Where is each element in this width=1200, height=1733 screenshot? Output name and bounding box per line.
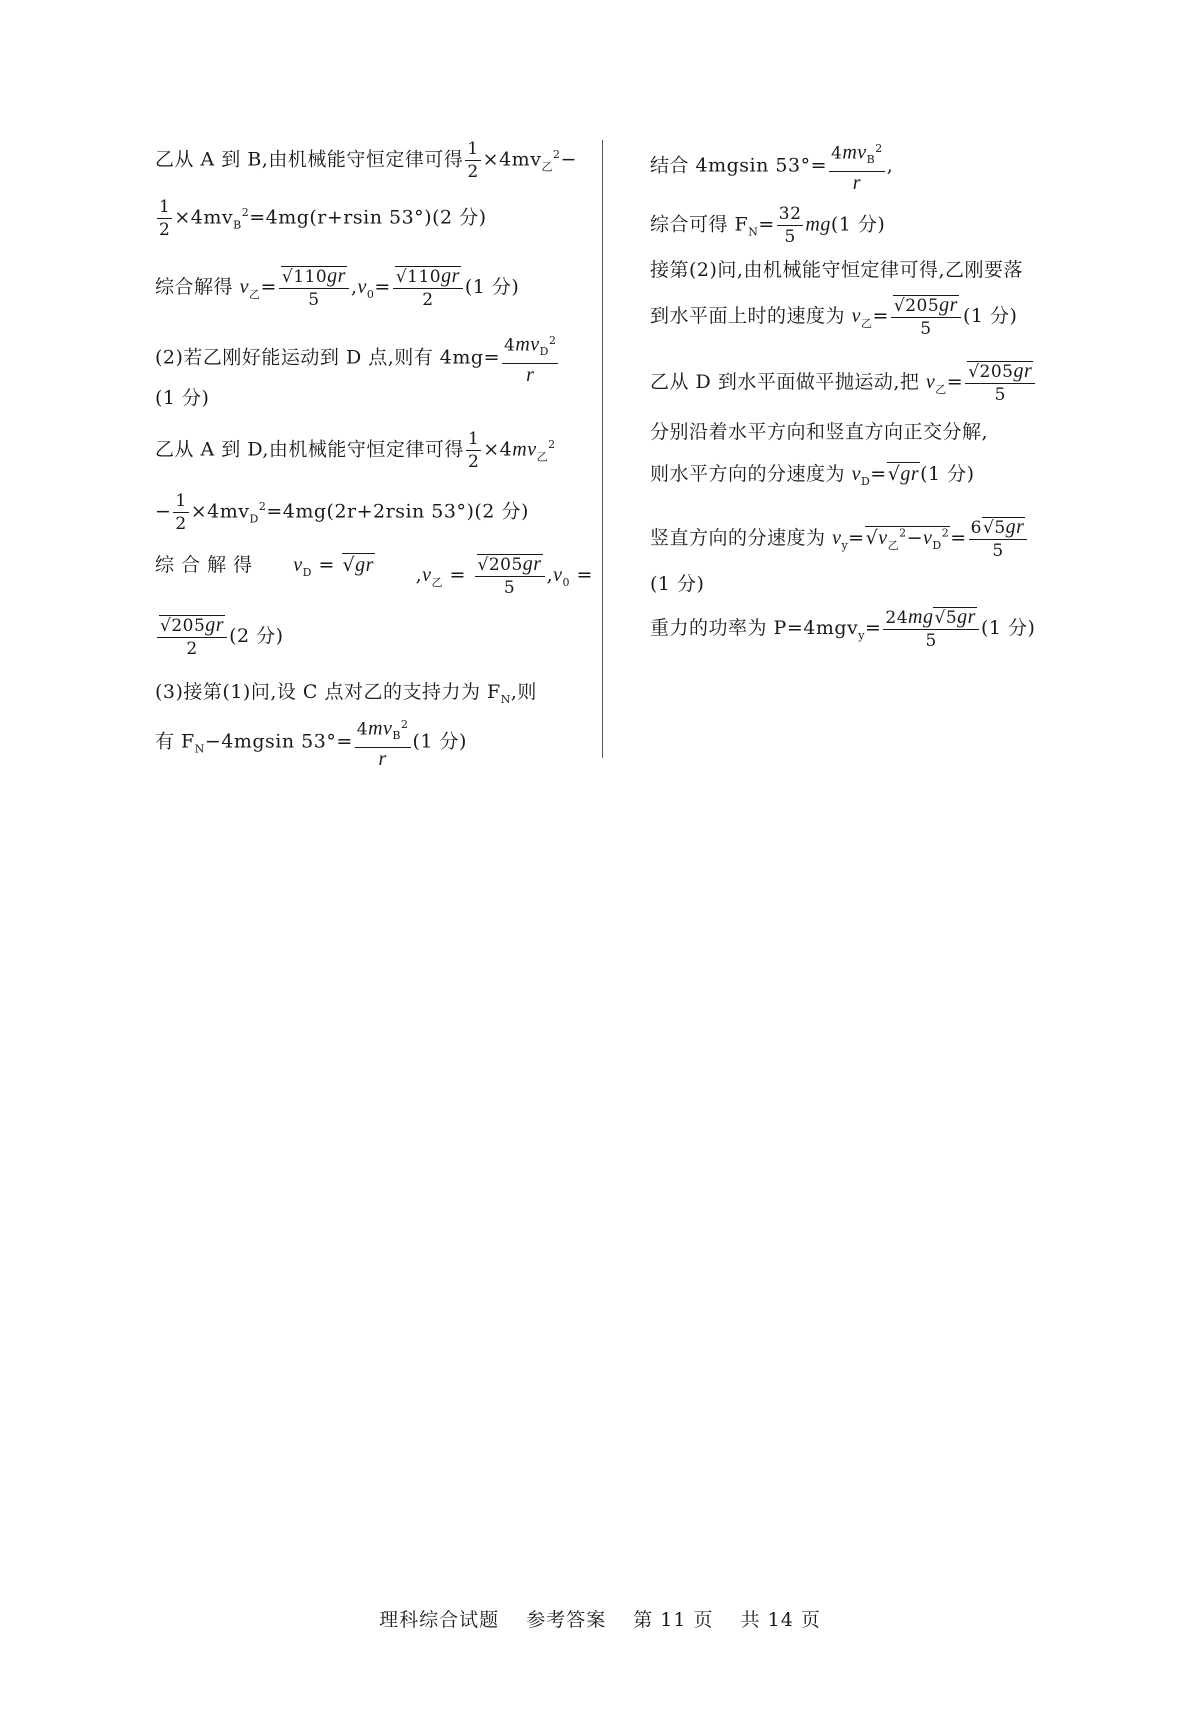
line-right-1: 结合 4mgsin 53°= $\frac{4mv_B^2}{r}$ , (650, 138, 893, 195)
line-left-9: $\frac{√205gr}{2}$ (2 分) (155, 614, 284, 660)
line-right-6: 分别沿着水平方向和竖直方向正交分解, (650, 421, 989, 443)
line-right-3: 接第(2)问,由机械能守恒定律可得,乙刚要落 (650, 259, 1023, 281)
footer-subject: 理科综合试题 (379, 1609, 500, 1631)
line-right-7: 则水平方向的分速度为 $v_D=√gr(1$ 分) (650, 463, 975, 488)
line-right-9: (1 分) (650, 573, 705, 595)
line-left-1: 乙从 A 到 B,由机械能守恒定律可得 $\frac{1}{2}$ $\times 4mv_乙^2-$ (155, 139, 577, 182)
line-right-5: 乙从 D 到水平面做平抛运动,把 $v_乙=$ $\frac{√205gr}{5}$ (650, 360, 1037, 406)
line-left-8: 综 合 解 得 $v_D = √gr$ $,v_乙$ = $\frac{√205gr}{5}$ $,v_0$ = (155, 553, 593, 598)
footer-answer: 参考答案 (526, 1609, 607, 1631)
line-right-10: 重力的功率为 P=4mgv$_y$= $\frac{24mg√5gr}{5}$ (1 分) (650, 606, 1036, 651)
line-right-2: 综合可得 $F_N=$ $\frac{32}{5}$ mg(1 分) (650, 204, 886, 247)
line-left-11: 有 $F_N-4mgsin$ 53°= $\frac{4mv_B^2}{r}$ (1 分) (155, 714, 467, 771)
line-left-6: 乙从 A 到 D,由机械能守恒定律可得 $\frac{1}{2}$ $\times 4mv_乙^2$ (155, 429, 556, 472)
line-left-2: $\frac{1}{2}$ $\times 4mv_B^2=4mg(r+rsin$ 53°)(2 分) (159, 197, 487, 240)
line-left-4: (2)若乙刚好能运动到 D 点,则有 4mg= $\frac{4mv_D^2}{r}$ (155, 330, 560, 387)
line-right-8: 竖直方向的分速度为 $v_y=√v_乙^2-v_D^2=$ $\frac{6√5gr}{5}$ (650, 516, 1029, 562)
line-left-5: (1 分) (155, 387, 210, 409)
line-right-4: 到水平面上时的速度为 $v_乙=$ $\frac{√205gr}{5}$ (1 分) (650, 294, 1018, 339)
footer-page: 第 11 页 (633, 1609, 714, 1631)
line-left-3: 综合解得 $v_乙=$ $\frac{√110gr}{5}$ $,v_0=$ $\frac{√110gr}{2}$ (1 分) (155, 265, 520, 310)
page-footer (0, 1605, 1200, 1632)
line-left-7: − $\frac{1}{2}$ $\times 4mv_D^2=4mg(2r+2rsin$ 53°)(2 分) (155, 491, 529, 534)
column-divider (602, 140, 603, 758)
line-left-10: (3)接第(1)问,设 C 点对乙的支持力为 $F_N$,则 (155, 681, 537, 706)
footer-total: 共 14 页 (740, 1609, 821, 1631)
